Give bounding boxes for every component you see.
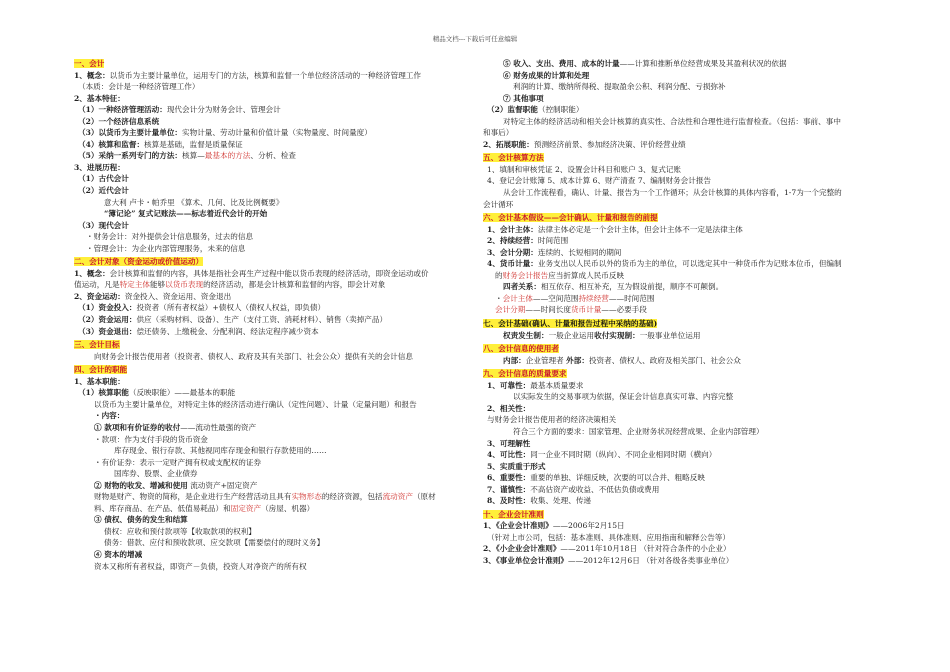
text-line [74,399,469,411]
text-line [483,139,887,151]
text-segment: 外部： [566,355,589,365]
text-segment: 国库券、股票、企业债券 [114,469,198,479]
text-segment: （1）核算职能 [78,388,129,398]
text-segment: 企业管理者 [525,355,567,365]
text-line [483,235,887,247]
text-segment: 实物形态 [291,492,322,502]
text-segment: （房屋、机器） [261,503,315,513]
text-segment: 的经济活动，都是会计核算和监督的内容，即会计对象 [203,280,386,290]
text-line [74,127,469,139]
text-line [483,93,887,105]
text-segment: 业务支出以人民币以外的货币为主的单位，可以选定其中一种货币作为记账本位币，但编制 [537,259,842,269]
text-segment: 1、填制和审核凭证 2、设置会计科目和账户 3、复式记账 [487,164,681,174]
text-line [483,281,887,293]
text-segment: 3、会计分期： [487,247,538,257]
text-segment: 1、会计主体： [487,224,538,234]
text-line [483,495,887,507]
text-line [483,187,887,199]
text-segment: 以实际发生的交易事项为依据，保证会计信息真实可靠、内容完整 [513,392,734,402]
text-segment: 收集、处理、传递 [530,496,592,506]
text-segment: 会计循环 [483,199,514,209]
text-segment: （2）监督职能 [487,105,538,115]
text-segment: （原材 [412,492,436,502]
text-segment: 2、持续经营： [487,236,538,246]
text-segment: （3）现代会计 [78,220,129,230]
text-segment: （3）资金退出： [78,326,137,336]
text-segment: 六、会计基本假设——会计确认、计量和报告的前提 [483,213,658,223]
section-heading [483,152,887,164]
section-heading [74,58,469,70]
text-segment: （2）资金运用： [78,315,137,325]
text-line [74,468,469,480]
text-segment: 3、可理解性 [487,438,531,448]
text-segment: 核算是基础，监督是质量保证 [144,139,243,149]
text-segment: 2、拓展职能： [483,139,534,149]
text-segment: ——2012年12月6日 （针对各级各类事业单位） [568,555,734,565]
text-segment: 2、资金运动： [74,291,125,301]
text-segment: 6、重要性： [487,473,531,483]
text-segment: ⑥ 财务成果的计算和处理 [503,70,590,80]
section-heading [74,364,469,376]
text-line [483,270,887,282]
text-segment: 会计核算和监督的内容，具体是指社会再生产过程中能以货币表现的经济活动，即资金运动或价 [109,268,429,278]
text-segment: 的 [495,270,503,280]
text-segment: 四者关系： [503,282,541,292]
text-segment: 、分析、检查 [250,151,296,161]
text-line [74,326,469,338]
text-line [74,150,469,162]
text-segment: 会计主体 [502,293,533,303]
text-segment: 偿还债务、上缴税金、分配利润、经法定程序减少资本 [136,326,319,336]
text-segment: 1、《企业会计准则》 [483,521,553,531]
text-line [483,247,887,259]
text-segment: “簿记论” 复式记账法——标志着近代会计的开始 [104,209,268,219]
text-segment: 以货币为主要计量单位，对特定主体的经济活动进行确认（定性问题）、计量（定量问题）和报告 [94,399,417,409]
text-segment: 应当折算成人民币反映 [548,270,625,280]
text-line [483,258,887,270]
text-segment: 值运动，凡是 [74,280,120,290]
text-line [483,104,887,116]
section-heading [483,343,887,355]
text-segment: 利润的计算、缴纳所得税、提取盈余公积、利润分配、亏损弥补 [513,82,726,92]
text-segment: 4、可比性： [487,450,531,460]
text-line [74,314,469,326]
text-line [74,162,469,174]
text-segment: 符合三个方面的要求：国家管理、企业财务状况经营成果、企业内部管理） [513,426,764,436]
text-segment: 库存现金、银行存款、其他视同库存现金和银行存款使用的…… [114,446,327,456]
text-line [483,58,887,70]
text-segment: （针对上市公司，包括：基本准则、具体准则、应用指南和解释公告等） [487,532,730,542]
text-segment: ——2006年2月15日 [552,521,625,531]
text-line [74,514,469,526]
text-line [483,472,887,484]
text-segment: 以货币为主要计量单位，运用专门的方法，核算和监督一个单位经济活动的一种经济管理工作 [109,70,422,80]
text-segment: 五、会计核算方法 [483,153,544,163]
text-line [74,291,469,303]
text-segment: 十、企业会计准则 [483,509,544,519]
text-line [74,81,469,93]
text-segment: 从会计工作流程看，确认、计量、报告为一个工作循环；从会计核算的具体内容看，1-7为一个完整的 [503,188,842,198]
text-line [74,351,469,363]
text-line [74,197,469,209]
text-line [74,549,469,561]
text-segment: （控制职能） [537,105,584,115]
text-segment: 收付实现制： [594,330,640,340]
text-line [74,208,469,220]
page-header: 精品文档---下载后可任意编辑 [432,35,518,43]
text-line [74,422,469,434]
text-line [483,555,887,567]
text-segment: ——流动性最强的资产 [180,422,257,432]
text-segment: （1）一种经济管理活动： [78,105,167,115]
text-segment: ——时间长度 [525,305,571,315]
text-segment: ・款项：作为支付手段的货币资金 [94,434,208,444]
text-line [74,376,469,388]
text-segment: 对特定主体的经济活动和相关会计核算的真实性、合法性和合理性进行监督检查。（包括：事前、事中 [503,116,841,126]
text-segment: 最基本的方法 [204,151,251,161]
text-line [483,127,887,139]
text-line [74,302,469,314]
text-segment: 4、货币计量： [487,259,538,269]
text-line [74,387,469,399]
text-line [483,426,887,438]
text-segment: ——计算和推断单位经营成果及其盈利状况的依据 [619,59,787,68]
text-line [483,81,887,93]
text-segment: （4）核算和监督： [78,139,145,149]
text-segment: 一般企业运用 [548,330,595,340]
text-segment: 三、会计目标 [74,340,120,350]
text-line [483,293,887,305]
text-segment: 意大利 卢卡・帕乔里 《算术、几何、比及比例概要》 [104,197,284,207]
text-line [483,461,887,473]
right-column [483,58,887,567]
text-segment: ——时间范围 [608,293,655,303]
text-segment: 连续的、长短相同的期间 [537,247,622,257]
text-line [483,520,887,532]
text-segment: 8、及时性： [487,496,531,506]
text-line [483,414,887,426]
text-line [483,484,887,496]
text-segment: 最基本质量要求 [530,380,584,390]
text-line [74,279,469,291]
section-heading [483,212,887,224]
text-line [74,220,469,232]
text-line [74,445,469,457]
section-heading [483,509,887,521]
text-segment: 向财务会计报告使用者（投资者、债权人、政府及其有关部门、社会公众）提供有关的会计信息 [94,351,413,361]
text-segment: 七、会计基础(确认、计量和报告过程中采纳的基础) [483,319,658,329]
text-line [483,175,887,187]
text-segment: 现代会计分为财务会计、管理会计 [166,105,281,115]
text-segment: 权责发生制： [503,330,549,340]
text-line [74,561,469,573]
text-line [483,330,887,342]
text-segment: 固定资产 [230,503,262,513]
text-segment: 二、会计对象（资金运动或价值运动） [74,257,204,267]
text-line [483,70,887,82]
section-heading [483,368,887,380]
text-segment: 债权：应收和预付款项等【收取款项的权利】 [104,526,256,536]
text-segment: 重要的单独、详细反映，次要的可以合并、粗略反映 [530,473,705,483]
text-segment: ② 财物的收发、增减和使用 [94,480,188,490]
left-column [74,58,469,572]
text-segment: 核算— [182,151,205,161]
text-segment: 财务会计报告 [502,270,549,280]
text-segment: 四、会计的职能 [74,365,128,375]
text-segment: 2、《小企业会计准则》 [483,544,561,554]
text-segment: 以货币表现 [165,280,204,290]
text-segment: （2）一个经济信息系统 [78,116,160,126]
text-segment: ・内容： [94,411,125,421]
text-line [74,173,469,185]
text-segment: 5、实质重于形式 [487,461,546,471]
text-segment: 流动资产 [382,492,413,502]
text-segment: 时间范围 [537,236,569,246]
text-segment: 相互依存、相互补充，互为假设前提，顺序不可颠倒。 [540,282,724,292]
text-segment: 内部： [503,355,526,365]
section-heading [74,256,469,268]
section-heading [74,339,469,351]
text-segment: 投资者、债权人、政府及相关部门、社会公众 [588,355,741,365]
text-line [483,355,887,367]
text-segment: ——空间范围 [532,293,579,303]
text-segment: ③ 债权、债务的发生和结算 [94,515,188,525]
text-segment: （反映职能）——最基本的职能 [128,388,236,398]
text-segment: 投资者（所有者权益）+债权人（债权人权益，即负债） [136,303,326,313]
text-segment: 预测经济前景、参加经济决策、评价经营业绩 [533,139,686,149]
text-segment: 九、会计信息的质量要求 [483,369,567,379]
text-segment: 和事后） [483,128,514,138]
text-segment: （2）近代会计 [78,186,129,196]
text-line [74,457,469,469]
text-line [74,116,469,128]
text-segment: 3、进展历程： [74,162,125,172]
text-line [483,532,887,544]
text-line [74,434,469,446]
text-line [483,164,887,176]
text-segment: ——2011年10月18日 （针对符合条件的小企业） [560,544,731,554]
text-segment: 特定主体 [119,280,150,290]
text-segment: 八、会计信息的使用者 [483,344,559,354]
text-segment: 会计分期 [495,305,526,315]
text-line [74,243,469,255]
text-segment: ・管理会计：为企业内部管理服务，未来的信息 [86,243,246,253]
text-line [74,410,469,422]
text-line [483,391,887,403]
text-line [74,70,469,82]
text-segment: 供应（采购材料、设备）、生产（支付工资、消耗材料）、销售（卖掉产品） [136,315,388,325]
text-line [74,491,469,503]
text-segment: 2、基本特征： [74,93,125,103]
text-line [74,185,469,197]
text-line [483,224,887,236]
text-segment: ・财务会计：对外提供会计信息服务，过去的信息 [86,232,254,242]
text-line [74,104,469,116]
text-segment: （3）以货币为主要计量单位： [78,128,183,138]
text-segment: 1、概念： [74,70,110,80]
text-segment: ④ 资本的增减 [94,549,143,559]
text-segment: 债务：借款、应付和预收款项、应交款项【需要偿付的现时义务】 [104,538,325,548]
text-segment: ⑤ 收入、支出、费用、成本的计量 [503,59,620,68]
text-segment: 4、登记会计账簿 5、成本计算 6、财产清查 7、编制财务会计报告 [487,176,712,186]
text-segment: 财物是财产、物资的简称，是企业进行生产经营活动且具有 [94,492,292,502]
text-segment: ⑦ 其他事项 [503,93,544,103]
text-line [74,139,469,151]
text-segment: （1）古代会计 [78,174,129,184]
text-segment: 的经济资源，包括 [321,492,383,502]
text-segment: 法律主体必定是一个会计主体，但会计主体不一定是法律主体 [537,224,743,234]
text-line [74,480,469,492]
text-segment: ——必要手段 [601,305,647,315]
text-segment: 与财务会计报告使用者的经济决策相关 [487,415,617,425]
text-line [483,199,887,211]
text-line [483,543,887,555]
text-line [483,304,887,316]
text-segment: ① 款项和有价证券的收付 [94,422,181,432]
text-line [74,537,469,549]
text-segment: 资本又称所有者权益，即资产－负债，投资人对净资产的所有权 [94,561,307,571]
text-segment: 实物计量、劳动计量和价值计量（实物量度、时间量度） [182,128,372,138]
text-segment: 资金投入、资金运用、资金退出 [124,291,232,301]
text-line [483,438,887,450]
text-line [74,93,469,105]
text-segment: （5）采纳一系列专门的方法： [78,151,183,161]
text-segment: 一般事业单位运用 [639,330,701,340]
text-segment: 流动资产+固定资产 [187,480,258,490]
text-line [74,503,469,515]
text-segment: 不高估资产或收益、不低估负债或费用 [530,484,660,494]
text-segment: 一、会计 [74,59,105,68]
text-segment: 持续经营 [578,293,609,303]
text-segment: 7、谨慎性： [487,484,531,494]
text-line [483,116,887,128]
text-segment: 1、概念： [74,268,110,278]
section-heading [483,318,887,330]
text-segment: 1、基本职能： [74,376,125,386]
text-line [483,380,887,392]
text-line [74,231,469,243]
text-segment: 货币计量 [570,305,602,315]
text-segment: 能够 [149,280,166,290]
text-segment: 料、库存商品、在产品、低值易耗品）和 [94,503,231,513]
text-segment: 1、可靠性： [487,380,531,390]
text-line [483,449,887,461]
text-segment: ・ [495,293,503,303]
text-segment: 2、相关性： [487,403,531,413]
text-segment: （1）资金投入： [78,303,137,313]
text-line [483,403,887,415]
text-segment: （本质：会计是一种经济管理工作） [78,82,200,92]
text-segment: ・有价证券：表示一定财产拥有权或支配权的证券 [94,457,262,467]
text-segment: 3、《事业单位会计准则》 [483,555,569,565]
text-line [74,268,469,280]
text-segment: 同一企业不同时期（纵向）、不同企业相同时期（横向） [530,450,717,460]
text-line [74,526,469,538]
